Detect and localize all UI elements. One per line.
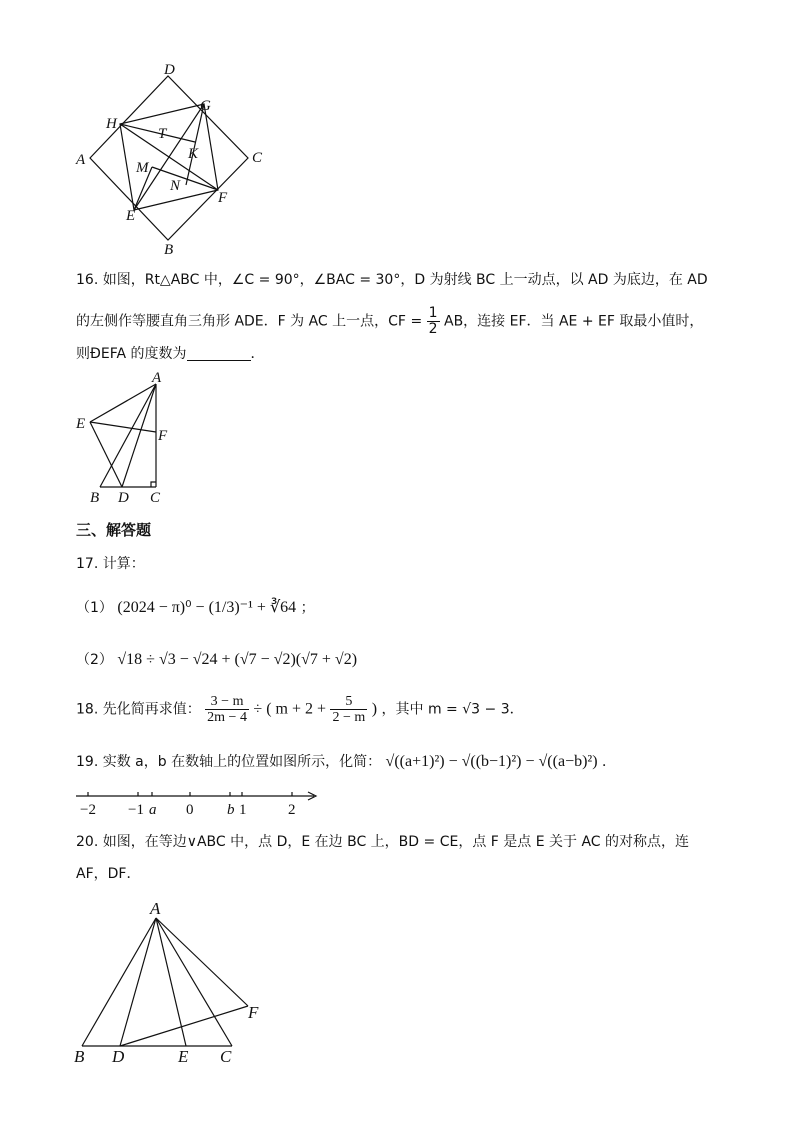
q17-intro: 17. 计算：: [76, 556, 145, 572]
tick-b: b: [227, 802, 235, 818]
label-K: K: [188, 146, 199, 162]
q20-line1: 20. 如图，在等边∨ABC 中，点 D，E 在边 BC 上，BD = CE，点 F 是点 E 关于 AC 的对称点，连: [76, 834, 690, 850]
tick-2: 2: [288, 802, 296, 818]
label-E: E: [76, 416, 86, 432]
label-A: A: [152, 372, 162, 386]
label-D: D: [118, 490, 129, 506]
q18-mid: ÷ ( m + 2 +: [253, 700, 327, 718]
q16-line3: [76, 344, 265, 364]
label-F: F: [218, 190, 228, 206]
q16-frac-den: 2: [428, 321, 438, 337]
label-H: H: [106, 116, 117, 132]
q18-cond: ，其中 m = √3 − 3．: [381, 701, 524, 718]
q18: [76, 694, 524, 725]
label-B: B: [74, 1047, 85, 1066]
label-C: C: [252, 150, 263, 166]
label-G: G: [200, 98, 211, 114]
label-C: C: [220, 1047, 232, 1066]
label-A: A: [150, 899, 161, 918]
q16-fraction: [427, 306, 440, 337]
q16-line2: [76, 306, 703, 337]
q17-p1-label: （1）: [76, 600, 113, 616]
q17-p1-end: ；: [300, 600, 315, 616]
q16-line3-text: 则ÐEFA 的度数为: [76, 346, 187, 362]
q16-line3-end: ．: [250, 346, 265, 362]
tick-a: a: [149, 802, 157, 818]
q16-line1: 16. 如图，Rt△ABC 中，∠C = 90°，∠BAC = 30°，D 为射线 BC 上一动点，以 AD 为底边，在 AD: [76, 272, 708, 288]
q16-line2b: AB，连接 EF．当 AE + EF 取最小值时，: [444, 313, 704, 330]
label-A: A: [76, 152, 86, 168]
q18-close: ): [371, 700, 378, 718]
q17-p2-expr: √18 ÷ √3 − √24 + (√7 − √2)(√7 + √2): [117, 651, 358, 668]
tick-1: 1: [239, 802, 247, 818]
q18-fraction2: [330, 694, 367, 725]
q18-frac-den: 2m − 4: [207, 710, 247, 725]
q18-fraction: [205, 694, 249, 725]
label-D: D: [112, 1047, 125, 1066]
q17-p1-expr: (2024 − π)⁰ − (1/3)⁻¹ + ∛64: [117, 599, 297, 616]
answer-blank[interactable]: [187, 346, 251, 361]
label-C: C: [150, 490, 161, 506]
label-B: B: [90, 490, 100, 506]
q17-part2: [76, 650, 357, 670]
q19-end: ．: [602, 754, 616, 770]
section-title: 三、解答题: [76, 521, 152, 539]
tick-0: 0: [186, 802, 194, 818]
figure-q16: [70, 372, 180, 507]
label-N: N: [170, 178, 181, 194]
q17-p2-label: （2）: [76, 652, 113, 668]
label-F: F: [158, 428, 168, 444]
number-line: [70, 786, 330, 820]
label-B: B: [164, 242, 174, 258]
tick-neg1: −1: [128, 802, 144, 818]
q19-intro: 19. 实数 a，b 在数轴上的位置如图所示，化简：: [76, 754, 382, 770]
label-F: F: [248, 1003, 259, 1022]
label-M: M: [136, 160, 149, 176]
q16-frac-num: 1: [428, 305, 438, 321]
figure-q15: [70, 60, 280, 260]
q19: [76, 752, 616, 772]
q19-expr: √((a+1)²) − √((b−1)²) − √((a−b)²): [385, 753, 598, 770]
q16-line2a: 的左侧作等腰直角三角形 ADE．F 为 AC 上一点，CF =: [76, 313, 423, 330]
label-D: D: [164, 62, 175, 78]
tick-neg2: −2: [80, 802, 96, 818]
q18-frac2-num: 5: [330, 694, 367, 710]
q18-intro: 18. 先化简再求值：: [76, 701, 201, 718]
label-E: E: [178, 1047, 189, 1066]
q18-frac-num: 3 − m: [205, 694, 249, 710]
q20-line2: AF，DF．: [76, 866, 141, 882]
q18-frac2-den: 2 − m: [332, 710, 366, 725]
label-E: E: [126, 208, 136, 224]
q17-part1: [76, 598, 315, 618]
label-T: T: [158, 126, 167, 142]
figure-q20: [70, 896, 270, 1068]
